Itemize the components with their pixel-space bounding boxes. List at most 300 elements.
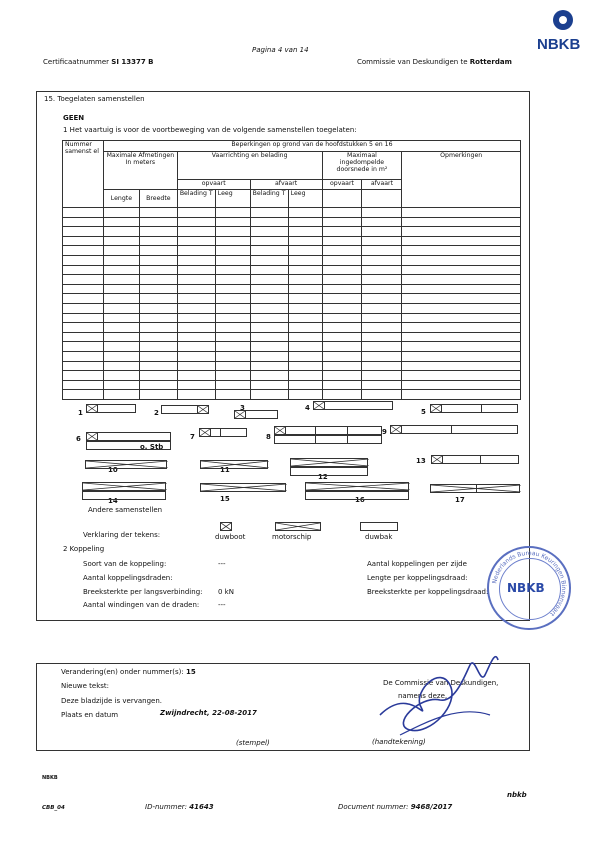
table-cell bbox=[322, 284, 362, 294]
table-cell bbox=[139, 351, 177, 361]
header-opvaart-2: opvaart bbox=[322, 180, 362, 190]
table-cell bbox=[63, 236, 104, 246]
table-cell bbox=[362, 208, 402, 218]
composition-diagram bbox=[430, 484, 520, 493]
table-cell bbox=[402, 361, 521, 371]
table-row bbox=[63, 361, 521, 371]
table-cell bbox=[322, 313, 362, 323]
table-cell bbox=[215, 380, 250, 390]
table-cell bbox=[402, 342, 521, 352]
table-cell bbox=[139, 217, 177, 227]
composition-diagram bbox=[199, 428, 247, 437]
table-cell bbox=[103, 294, 139, 304]
motorschip-icon bbox=[306, 483, 410, 490]
table-row bbox=[63, 255, 521, 265]
table-cell bbox=[177, 255, 215, 265]
composition-number: 7 bbox=[190, 433, 195, 441]
composition-diagram bbox=[305, 491, 409, 500]
motorschip-symbol-icon bbox=[275, 522, 321, 531]
table-cell bbox=[177, 390, 215, 400]
table-cell bbox=[103, 265, 139, 275]
table-cell bbox=[63, 255, 104, 265]
table-cell bbox=[288, 227, 322, 237]
table-cell bbox=[215, 342, 250, 352]
header-belading: Belading T bbox=[177, 190, 215, 208]
header-opmerkingen: Opmerkingen bbox=[402, 152, 521, 208]
table-cell bbox=[250, 255, 288, 265]
table-cell bbox=[362, 323, 402, 333]
table-cell bbox=[322, 255, 362, 265]
table-cell bbox=[215, 246, 250, 256]
table-cell bbox=[177, 371, 215, 381]
table-cell bbox=[215, 255, 250, 265]
table-cell bbox=[215, 284, 250, 294]
composition-number: 8 bbox=[266, 433, 271, 441]
vervangen-text: Deze bladzijde is vervangen. bbox=[61, 697, 162, 705]
table-cell bbox=[103, 303, 139, 313]
table-cell bbox=[250, 351, 288, 361]
table-cell bbox=[362, 351, 402, 361]
header-lengte: Lengte bbox=[103, 190, 139, 208]
table-cell bbox=[362, 313, 402, 323]
table-cell bbox=[63, 217, 104, 227]
composition-diagram bbox=[431, 455, 519, 464]
table-cell bbox=[103, 284, 139, 294]
table-cell bbox=[250, 313, 288, 323]
table-cell bbox=[63, 284, 104, 294]
table-cell bbox=[322, 371, 362, 381]
table-cell bbox=[215, 351, 250, 361]
certificate-number bbox=[43, 58, 154, 66]
table-cell bbox=[250, 246, 288, 256]
table-cell bbox=[322, 217, 362, 227]
commission-header bbox=[357, 58, 512, 66]
table-cell bbox=[139, 380, 177, 390]
motorschip-icon bbox=[201, 484, 287, 491]
motorschip-icon bbox=[83, 483, 167, 490]
table-cell bbox=[63, 351, 104, 361]
change-label: Verandering(en) onder nummer(s): bbox=[61, 668, 184, 676]
table-cell bbox=[139, 313, 177, 323]
table-row bbox=[63, 371, 521, 381]
footer-document bbox=[338, 803, 452, 811]
table-cell bbox=[139, 390, 177, 400]
barge-divider bbox=[315, 436, 316, 443]
breek-value: 0 kN bbox=[218, 588, 234, 596]
table-cell bbox=[177, 294, 215, 304]
composition-diagram bbox=[234, 410, 278, 419]
duwboot-icon bbox=[431, 405, 442, 412]
table-cell bbox=[139, 208, 177, 218]
table-cell bbox=[362, 227, 402, 237]
de-commissie: De Commissie van Deskundigen, bbox=[383, 679, 499, 687]
table-cell bbox=[103, 380, 139, 390]
table-cell bbox=[103, 227, 139, 237]
table-cell bbox=[322, 323, 362, 333]
table-cell bbox=[288, 390, 322, 400]
table-cell bbox=[250, 332, 288, 342]
table-cell bbox=[322, 332, 362, 342]
header-nummer: Nummer samenst el bbox=[63, 141, 104, 208]
doc-value: 9468/2017 bbox=[410, 803, 453, 811]
composition-number: 13 bbox=[416, 457, 426, 465]
koppeling-title: 2 Koppeling bbox=[63, 545, 105, 553]
table-cell bbox=[402, 303, 521, 313]
composition-number: 6 bbox=[76, 435, 81, 443]
table-cell bbox=[288, 265, 322, 275]
table-cell bbox=[63, 208, 104, 218]
duwboot-icon bbox=[200, 429, 211, 436]
table-cell bbox=[177, 342, 215, 352]
table-cell bbox=[362, 275, 402, 285]
table-cell bbox=[250, 361, 288, 371]
cert-label: Certificaatnummer bbox=[43, 58, 110, 66]
table-cell bbox=[103, 313, 139, 323]
table-cell bbox=[177, 275, 215, 285]
table-cell bbox=[362, 390, 402, 400]
commission-prefix: Commissie van Deskundigen te bbox=[357, 58, 468, 66]
table-row bbox=[63, 246, 521, 256]
table-cell bbox=[362, 255, 402, 265]
table-cell bbox=[139, 246, 177, 256]
table-cell bbox=[362, 246, 402, 256]
table-cell bbox=[288, 361, 322, 371]
table-cell bbox=[177, 246, 215, 256]
motorschip-icon bbox=[291, 459, 369, 466]
footer-nbkb-right: nbkb bbox=[507, 791, 527, 799]
table-cell bbox=[177, 236, 215, 246]
table-cell bbox=[103, 246, 139, 256]
table-cell bbox=[139, 284, 177, 294]
composition-number: 2 bbox=[154, 409, 159, 417]
table-cell bbox=[103, 323, 139, 333]
nbkb-stamp bbox=[487, 546, 571, 630]
table-cell bbox=[215, 227, 250, 237]
table-cell bbox=[250, 217, 288, 227]
table-row bbox=[63, 351, 521, 361]
table-row bbox=[63, 390, 521, 400]
table-cell bbox=[103, 371, 139, 381]
table-cell bbox=[215, 313, 250, 323]
table-cell bbox=[402, 246, 521, 256]
table-cell bbox=[362, 371, 402, 381]
section-status: GEEN bbox=[63, 114, 85, 122]
table-cell bbox=[177, 332, 215, 342]
table-cell bbox=[103, 275, 139, 285]
composition-diagram bbox=[313, 401, 393, 410]
lengte-label: Lengte per koppelingsdraad: bbox=[367, 574, 468, 582]
table-cell bbox=[103, 361, 139, 371]
footer-code: CBB_04 bbox=[42, 805, 65, 811]
nieuwe-tekst: Nieuwe tekst: bbox=[61, 682, 110, 690]
table-cell bbox=[288, 217, 322, 227]
table-cell bbox=[177, 380, 215, 390]
windingen-label: Aantal windingen van de draden: bbox=[83, 601, 200, 609]
table-cell bbox=[139, 265, 177, 275]
table-cell bbox=[250, 236, 288, 246]
table-cell bbox=[63, 227, 104, 237]
motorschip-icon bbox=[86, 461, 168, 468]
table-cell bbox=[250, 390, 288, 400]
composition-number: 4 bbox=[305, 404, 310, 412]
table-cell bbox=[362, 236, 402, 246]
table-cell bbox=[288, 255, 322, 265]
composition-number: 14 bbox=[108, 497, 118, 505]
table-cell bbox=[322, 246, 362, 256]
table-cell bbox=[103, 208, 139, 218]
compositions-table bbox=[62, 140, 521, 400]
legend-title: Verklaring der tekens: bbox=[83, 531, 161, 539]
table-cell bbox=[250, 323, 288, 333]
table-cell bbox=[288, 246, 322, 256]
plaats-value: Zwijndrecht, 22-08-2017 bbox=[160, 709, 257, 717]
namens-deze: namens deze, bbox=[398, 692, 448, 700]
header-max-doorsnede: Maximaal ingedompelde doorsnede in m² bbox=[322, 152, 402, 180]
table-cell bbox=[362, 217, 402, 227]
header-max-afmetingen: Maximale Afmetingen In meters bbox=[103, 152, 177, 190]
table-cell bbox=[177, 284, 215, 294]
soort-value: --- bbox=[218, 560, 226, 568]
table-cell bbox=[402, 371, 521, 381]
table-cell bbox=[215, 332, 250, 342]
stamp-ring-label: Nederlands Bureau Keuringen Binnenvaart bbox=[491, 549, 568, 618]
change-line bbox=[61, 668, 196, 676]
header-afvaart-2: afvaart bbox=[362, 180, 402, 190]
composition-number: 3 bbox=[240, 404, 245, 412]
table-cell bbox=[288, 332, 322, 342]
commission-city: Rotterdam bbox=[469, 58, 512, 66]
composition-number: 5 bbox=[421, 408, 426, 416]
windingen-value: --- bbox=[218, 601, 226, 609]
cert-value: SI 13377 B bbox=[111, 58, 154, 66]
table-cell bbox=[139, 255, 177, 265]
table-cell bbox=[63, 246, 104, 256]
legend-duwboot: duwboot bbox=[215, 533, 246, 541]
table-row bbox=[63, 236, 521, 246]
table-row bbox=[63, 284, 521, 294]
header-vaarrichting: Vaarrichting en belading bbox=[177, 152, 322, 180]
table-cell bbox=[322, 236, 362, 246]
draden-label: Aantal koppelingsdraden: bbox=[83, 574, 173, 582]
duwboot-icon bbox=[87, 433, 98, 440]
table-row bbox=[63, 323, 521, 333]
table-cell bbox=[215, 275, 250, 285]
table-cell bbox=[402, 217, 521, 227]
table-cell bbox=[63, 390, 104, 400]
table-cell bbox=[402, 313, 521, 323]
table-cell bbox=[63, 371, 104, 381]
table-cell bbox=[215, 208, 250, 218]
stamp-text: NBKB bbox=[507, 581, 545, 595]
table-cell bbox=[250, 265, 288, 275]
table-cell bbox=[215, 303, 250, 313]
table-cell bbox=[362, 342, 402, 352]
table-cell bbox=[288, 371, 322, 381]
table-cell bbox=[103, 255, 139, 265]
nbkb-logo-icon bbox=[553, 10, 573, 30]
table-cell bbox=[322, 227, 362, 237]
table-cell bbox=[362, 294, 402, 304]
composition-diagram bbox=[274, 426, 382, 435]
table-cell bbox=[139, 303, 177, 313]
table-cell bbox=[322, 275, 362, 285]
id-value: 41643 bbox=[189, 803, 214, 811]
table-cell bbox=[63, 361, 104, 371]
table-cell bbox=[63, 275, 104, 285]
table-cell bbox=[322, 361, 362, 371]
table-cell bbox=[103, 390, 139, 400]
table-cell bbox=[402, 390, 521, 400]
table-cell bbox=[402, 275, 521, 285]
table-cell bbox=[63, 323, 104, 333]
table-cell bbox=[362, 265, 402, 275]
composition-number: 15 bbox=[220, 495, 230, 503]
table-cell bbox=[215, 236, 250, 246]
table-cell bbox=[139, 323, 177, 333]
header-beperkingen: Beperkingen op grond van de hoofdstukken 5 en 16 bbox=[103, 141, 520, 152]
table-cell bbox=[402, 255, 521, 265]
barge-divider bbox=[347, 436, 348, 443]
table-cell bbox=[63, 342, 104, 352]
header-empty-1 bbox=[322, 190, 362, 208]
barge-divider bbox=[315, 427, 316, 434]
table-cell bbox=[63, 303, 104, 313]
barge-divider bbox=[451, 426, 452, 433]
table-cell bbox=[250, 227, 288, 237]
table-cell bbox=[250, 275, 288, 285]
table-row bbox=[63, 217, 521, 227]
composition-number: 12 bbox=[318, 473, 328, 481]
table-cell bbox=[322, 390, 362, 400]
table-cell bbox=[103, 236, 139, 246]
table-cell bbox=[288, 342, 322, 352]
composition-diagram bbox=[86, 432, 171, 441]
table-cell bbox=[322, 351, 362, 361]
signature bbox=[370, 645, 520, 745]
table-cell bbox=[402, 236, 521, 246]
table-cell bbox=[215, 390, 250, 400]
duwboot-symbol-icon bbox=[220, 522, 232, 531]
composition-number: 1 bbox=[78, 409, 83, 417]
table-cell bbox=[215, 217, 250, 227]
header-afvaart: afvaart bbox=[250, 180, 322, 190]
table-cell bbox=[139, 332, 177, 342]
table-row bbox=[63, 275, 521, 285]
table-cell bbox=[215, 361, 250, 371]
table-cell bbox=[402, 332, 521, 342]
table-cell bbox=[362, 284, 402, 294]
nbkb-logo-text: NBKB bbox=[537, 36, 581, 53]
table-row bbox=[63, 342, 521, 352]
table-cell bbox=[402, 265, 521, 275]
table-cell bbox=[177, 361, 215, 371]
composition-diagram bbox=[161, 405, 209, 414]
table-cell bbox=[288, 236, 322, 246]
table-row bbox=[63, 227, 521, 237]
duwboot-icon bbox=[432, 456, 443, 463]
table-cell bbox=[139, 227, 177, 237]
section-item-1: 1 Het vaartuig is voor de voortbeweging van de volgende samenstellen toegelaten: bbox=[63, 126, 357, 134]
duwbak-symbol-icon bbox=[360, 522, 398, 531]
table-cell bbox=[250, 284, 288, 294]
change-number: 15 bbox=[186, 668, 196, 676]
table-cell bbox=[103, 217, 139, 227]
table-cell bbox=[322, 380, 362, 390]
table-cell bbox=[322, 294, 362, 304]
table-cell bbox=[139, 275, 177, 285]
table-cell bbox=[288, 284, 322, 294]
table-cell bbox=[215, 371, 250, 381]
table-cell bbox=[288, 323, 322, 333]
table-cell bbox=[362, 380, 402, 390]
table-cell bbox=[215, 265, 250, 275]
composition-diagram bbox=[200, 483, 286, 492]
table-cell bbox=[288, 294, 322, 304]
andere-samenstellen: Andere samenstellen bbox=[88, 506, 163, 514]
table-row bbox=[63, 265, 521, 275]
table-cell bbox=[322, 342, 362, 352]
composition-diagram bbox=[82, 491, 166, 500]
doc-label: Document nummer: bbox=[338, 803, 409, 811]
composition-number: 16 bbox=[355, 496, 365, 504]
header-belading-2: Belading T bbox=[250, 190, 288, 208]
composition-diagram bbox=[290, 467, 368, 476]
duwboot-icon bbox=[275, 427, 286, 434]
table-cell bbox=[402, 208, 521, 218]
table-cell bbox=[402, 351, 521, 361]
table-cell bbox=[177, 313, 215, 323]
table-cell bbox=[288, 275, 322, 285]
composition-diagram bbox=[305, 482, 409, 491]
header-opvaart: opvaart bbox=[177, 180, 250, 190]
composition-diagram bbox=[200, 460, 268, 469]
table-cell bbox=[402, 227, 521, 237]
table-cell bbox=[177, 303, 215, 313]
legend-motorschip: motorschip bbox=[272, 533, 312, 541]
table-cell bbox=[250, 380, 288, 390]
composition-diagram bbox=[86, 404, 136, 413]
table-cell bbox=[139, 361, 177, 371]
table-cell bbox=[215, 323, 250, 333]
table-cell bbox=[177, 351, 215, 361]
barge-divider bbox=[220, 429, 221, 436]
barge-divider bbox=[347, 427, 348, 434]
breek-label: Breeksterkte per langsverbinding: bbox=[83, 588, 203, 596]
footer-nbkb-small: NBKB bbox=[42, 775, 58, 781]
stempel-label: (stempel) bbox=[236, 739, 270, 747]
table-cell bbox=[139, 342, 177, 352]
composition-diagram bbox=[274, 435, 382, 444]
soort-label: Soort van de koppeling: bbox=[83, 560, 167, 568]
table-cell bbox=[177, 323, 215, 333]
table-row bbox=[63, 208, 521, 218]
footer-id bbox=[145, 803, 214, 811]
section-title: 15. Toegelaten samenstellen bbox=[44, 95, 145, 103]
header-leeg: Leeg bbox=[215, 190, 250, 208]
table-cell bbox=[139, 371, 177, 381]
table-row bbox=[63, 294, 521, 304]
table-cell bbox=[63, 313, 104, 323]
barge-divider bbox=[480, 456, 481, 463]
composition-6-suffix: o. Stb bbox=[140, 443, 164, 451]
table-cell bbox=[250, 342, 288, 352]
table-cell bbox=[288, 351, 322, 361]
table-row bbox=[63, 313, 521, 323]
table-cell bbox=[322, 208, 362, 218]
table-cell bbox=[177, 227, 215, 237]
composition-diagram bbox=[390, 425, 518, 434]
composition-number: 9 bbox=[382, 428, 387, 436]
